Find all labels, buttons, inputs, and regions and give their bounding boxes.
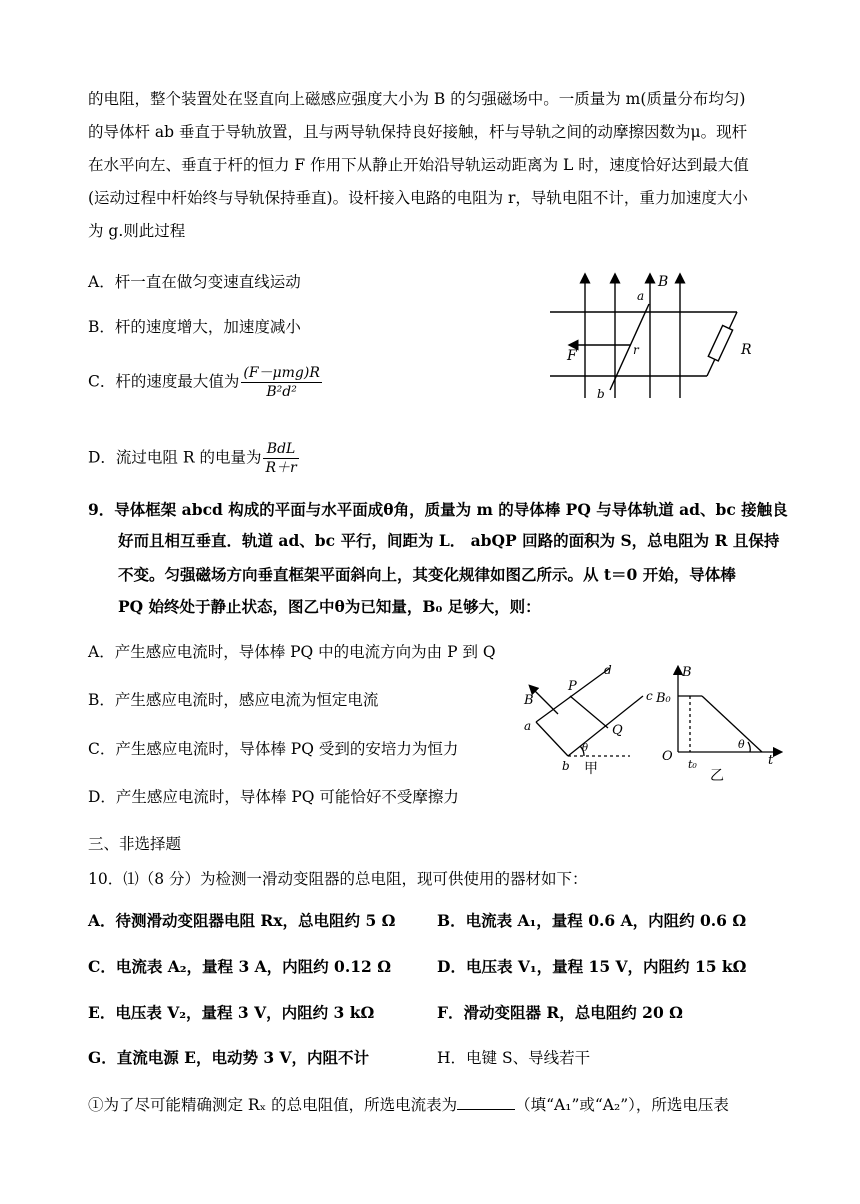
q9-stem-line-2: 好而且相互垂直．轨道 ad、bc 平行，间距为 L． abQP 回路的面积为 S，总电阻为 R 且保持 (118, 531, 780, 550)
q9-graph-label-yi: 乙 (710, 768, 724, 784)
q9-graph-label-o: O (662, 749, 673, 764)
q9-label-a: a (524, 719, 532, 733)
q9-label-b: B (524, 693, 534, 708)
q8-option-d (88, 440, 299, 477)
intro-line-1: 的电阻，整个装置处在竖直向上磁感应强度大小为 B 的匀强磁场中。一质量为 m(质量分布均匀) (88, 90, 746, 108)
q8-rail-diagram (545, 268, 770, 408)
intro-line-4: (运动过程中杆始终与导轨保持垂直)。设杆接入电路的电阻为 r，导轨电阻不计，重力加速度大小 (88, 189, 748, 207)
q8-label-a: a (637, 289, 645, 303)
q8-label-b-end: b (597, 387, 605, 401)
q10-head: 10．⑴（8 分）为检测一滑动变阻器的总电阻，现可供使用的器材如下： (88, 870, 588, 888)
q8-option-b: B．杆的速度增大，加速度减小 (88, 318, 301, 336)
q9-label-b-corner: b (562, 759, 570, 773)
q8-option-d-label: D．流过电阻 R 的电量为 (88, 448, 262, 467)
q9-graph-label-theta: θ (738, 738, 745, 751)
q10-question-1 (88, 1094, 729, 1116)
q9-option-b: B．产生感应电流时，感应电流为恒定电流 (88, 691, 379, 709)
q9-stem-line-4: PQ 始终处于静止状态，图乙中θ为已知量，B₀ 足够大，则： (118, 597, 541, 616)
q9-frame-diagram (518, 660, 658, 780)
q10-question-1-suffix: （填“A₁”或“A₂”），所选电压表 (515, 1096, 729, 1114)
q9-label-theta: θ (582, 743, 589, 754)
q10-item-b: B．电流表 A₁，量程 0.6 A，内阻约 0.6 Ω (437, 911, 747, 930)
q8-c-denominator: B²d² (266, 384, 297, 400)
q9-stem-line-1: 9．导体框架 abcd 构成的平面与水平面成θ角，质量为 m 的导体棒 PQ 与导体轨道 ad、bc 接触良 (88, 500, 788, 519)
q10-item-a: A．待测滑动变阻器电阻 Rx，总电阻约 5 Ω (88, 911, 396, 930)
q10-item-c: C．电流表 A₂，量程 3 A，内阻约 0.12 Ω (88, 957, 391, 976)
q10-item-e: E．电压表 V₂，量程 3 V，内阻约 3 kΩ (88, 1003, 375, 1022)
answer-blank[interactable] (457, 1095, 515, 1110)
q9-stem-line-3: 不变。匀强磁场方向垂直框架平面斜向上，其变化规律如图乙所示。从 t＝0 开始，导体棒 (118, 565, 736, 584)
section-heading: 三、非选择题 (88, 835, 182, 853)
q8-option-a: A．杆一直在做匀变速直线运动 (88, 273, 301, 291)
q9-option-d: D．产生感应电流时，导体棒 PQ 可能恰好不受摩擦力 (88, 788, 459, 806)
q9-b-t-graph (650, 660, 790, 785)
q8-option-c-fraction (241, 364, 322, 401)
q10-question-1-prefix: ①为了尽可能精确测定 Rₓ 的总电阻值，所选电流表为 (88, 1096, 458, 1114)
q9-graph-label-b0: B₀ (656, 691, 671, 706)
q9-option-a: A．产生感应电流时，导体棒 PQ 中的电流方向为由 P 到 Q (88, 643, 496, 661)
q10-item-h: H．电键 S、导线若干 (437, 1049, 591, 1067)
intro-line-2: 的导体杆 ab 垂直于导轨放置，且与两导轨保持良好接触，杆与导轨之间的动摩擦因数为μ。现杆 (88, 123, 748, 141)
q8-c-numerator: (F－μmg)R (243, 365, 320, 381)
q9-graph-label-t: t (768, 753, 774, 768)
q9-graph-label-t0: t₀ (688, 758, 697, 771)
q8-option-d-fraction (263, 440, 298, 477)
q8-d-denominator: R＋r (265, 460, 297, 476)
q9-label-jia: 甲 (584, 761, 598, 777)
q8-label-resistor: R (741, 342, 752, 358)
q9-label-p: P (568, 679, 577, 694)
intro-line-5: 为 g.则此过程 (88, 222, 186, 240)
q8-label-b-field: B (658, 274, 669, 290)
q8-option-c (88, 364, 322, 401)
intro-line-3: 在水平向左、垂直于杆的恒力 F 作用下从静止开始沿导轨运动距离为 L 时，速度恰好达到最大值 (88, 156, 749, 174)
q10-item-d: D．电压表 V₁，量程 15 V，内阻约 15 kΩ (437, 957, 747, 976)
q9-graph-label-b: B (682, 665, 692, 680)
q8-label-f: F (567, 348, 577, 364)
q10-item-f: F．滑动变阻器 R，总电阻约 20 Ω (437, 1003, 683, 1022)
q10-item-g: G．直流电源 E，电动势 3 V，内阻不计 (88, 1048, 370, 1067)
q9-label-q: Q (612, 723, 623, 738)
q8-option-c-label: C．杆的速度最大值为 (88, 372, 240, 391)
q8-label-r: r (633, 343, 639, 357)
q8-d-numerator: BdL (263, 440, 298, 459)
q9-option-c: C．产生感应电流时，导体棒 PQ 受到的安培力为恒力 (88, 740, 459, 758)
q9-label-d: d (604, 663, 612, 677)
q9-label-c: c (646, 689, 653, 703)
